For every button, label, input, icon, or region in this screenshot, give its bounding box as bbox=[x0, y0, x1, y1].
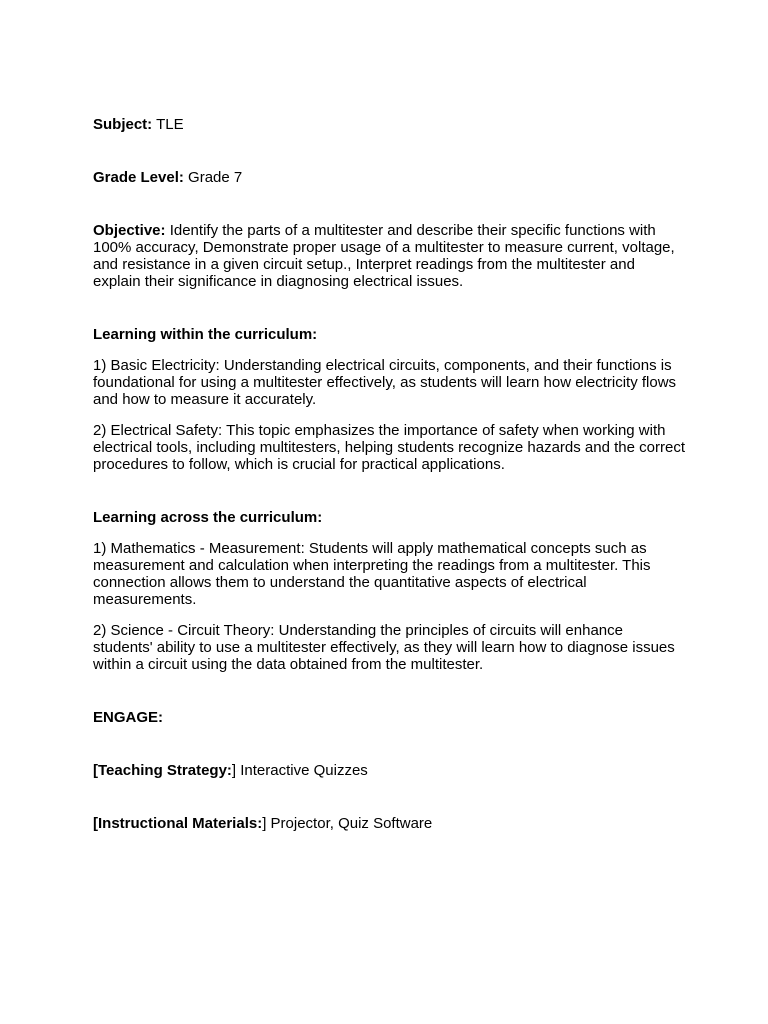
grade-level-line bbox=[93, 169, 685, 186]
grade-level-value: Grade 7 bbox=[188, 169, 243, 186]
learning-within-heading bbox=[93, 326, 685, 343]
instructional-materials-value: ] Projector, Quiz Software bbox=[262, 815, 433, 832]
learning-within-heading-text: Learning within the curriculum: bbox=[93, 326, 318, 343]
learning-across-item: 2) Science - Circuit Theory: Understanding the principles of circuits will enhance students' ability to use a multitester effectively, as they will learn how to diagnose issues within a circuit using the data obtained from the multitester. bbox=[93, 622, 675, 673]
learning-across-heading bbox=[93, 509, 685, 526]
subject-value: TLE bbox=[156, 116, 184, 133]
objective-label: Objective: bbox=[93, 222, 166, 239]
grade-level-label: Grade Level: bbox=[93, 169, 184, 186]
instructional-materials-label: [Instructional Materials: bbox=[93, 815, 263, 832]
objective-paragraph bbox=[93, 222, 685, 290]
lesson-plan-content bbox=[93, 116, 685, 832]
subject-line bbox=[93, 116, 685, 133]
engage-heading bbox=[93, 709, 685, 726]
learning-across-item: 1) Mathematics - Measurement: Students will apply mathematical concepts such as measurement and calculation when interpreting the readings from a multitester. This connection allows them to understand the quantitative aspects of electrical measurements. bbox=[93, 540, 651, 608]
teaching-strategy-line bbox=[93, 762, 685, 779]
objective-text: Identify the parts of a multitester and describe their specific functions with 100% accuracy, Demonstrate proper usage of a multitester to measure current, voltage, and resistance in a given circuit setup., Interpret readings from the multitester and explain their significance in diagnosing electrical issues. bbox=[93, 222, 675, 290]
engage-heading-text: ENGAGE: bbox=[93, 709, 164, 726]
teaching-strategy-label: [Teaching Strategy: bbox=[93, 762, 232, 779]
instructional-materials-line bbox=[93, 815, 685, 832]
learning-within-item: 2) Electrical Safety: This topic emphasizes the importance of safety when working with electrical tools, including multitesters, helping students recognize hazards and the correct procedures to follow, which is crucial for practical applications. bbox=[93, 422, 685, 473]
subject-label: Subject: bbox=[93, 116, 153, 133]
teaching-strategy-value: ] Interactive Quizzes bbox=[231, 762, 368, 779]
learning-within-item: 1) Basic Electricity: Understanding electrical circuits, components, and their functions is foundational for using a multitester effectively, as students will learn how electricity flows and how to measure it accurately. bbox=[93, 357, 677, 408]
learning-across-heading-text: Learning across the curriculum: bbox=[93, 509, 323, 526]
